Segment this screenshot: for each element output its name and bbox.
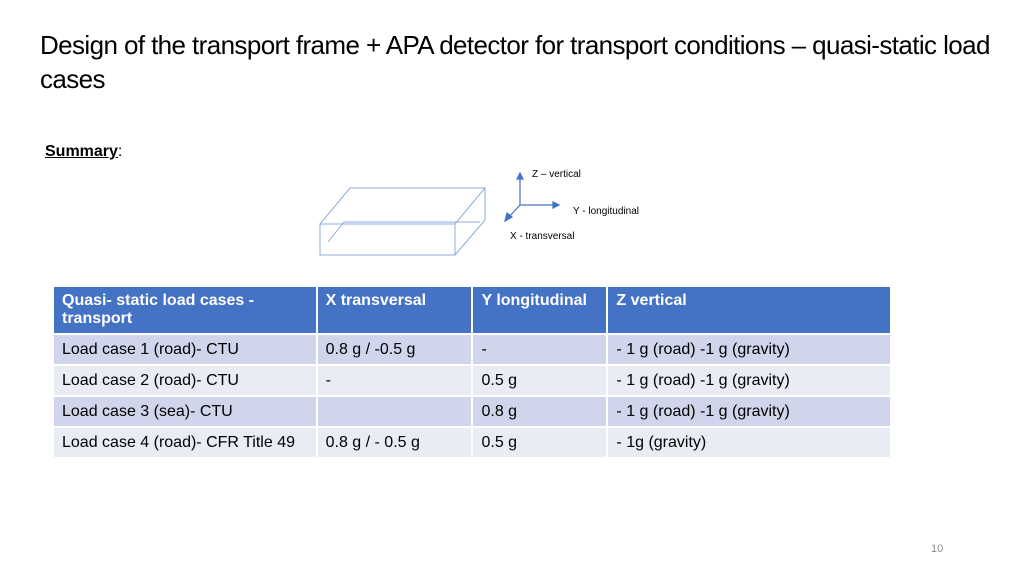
- cell-x: 0.8 g / - 0.5 g: [317, 427, 473, 458]
- cell-y: 0.5 g: [472, 427, 607, 458]
- cell-load-case: Load case 3 (sea)- CTU: [54, 396, 317, 427]
- cell-x: 0.8 g / -0.5 g: [317, 334, 473, 365]
- summary-label: Summary: [45, 143, 118, 160]
- header-y-longitudinal: Y longitudinal: [472, 287, 607, 334]
- cell-y: 0.8 g: [472, 396, 607, 427]
- table-row: [54, 334, 891, 365]
- cell-load-case: Load case 4 (road)- CFR Title 49: [54, 427, 317, 458]
- header-z-vertical: Z vertical: [607, 287, 891, 334]
- axis-triad: [505, 173, 559, 221]
- cell-z: - 1g (gravity): [607, 427, 891, 458]
- table-row: [54, 396, 891, 427]
- header-load-case: Quasi- static load cases - transport: [54, 287, 317, 334]
- x-axis-label: X - transversal: [510, 231, 575, 242]
- cell-x: -: [317, 365, 473, 396]
- cell-z: - 1 g (road) -1 g (gravity): [607, 365, 891, 396]
- cell-load-case: Load case 2 (road)- CTU: [54, 365, 317, 396]
- cell-y: 0.5 g: [472, 365, 607, 396]
- cell-y: -: [472, 334, 607, 365]
- table-row: [54, 365, 891, 396]
- coordinate-diagram: [310, 160, 670, 260]
- cell-x: [317, 396, 473, 427]
- slide-title: Design of the transport frame + APA detector for transport conditions – quasi-static load cases: [40, 30, 990, 94]
- summary-heading: [45, 143, 122, 161]
- summary-colon: :: [117, 143, 123, 160]
- cell-load-case: Load case 1 (road)- CTU: [54, 334, 317, 365]
- cell-z: - 1 g (road) -1 g (gravity): [607, 334, 891, 365]
- header-x-transversal: X transversal: [317, 287, 473, 334]
- cell-z: - 1 g (road) -1 g (gravity): [607, 396, 891, 427]
- load-cases-table: [54, 287, 892, 459]
- table-header-row: [54, 287, 891, 334]
- table-row: [54, 427, 891, 458]
- y-axis-label: Y - longitudinal: [573, 206, 639, 217]
- transport-frame-box: [320, 188, 485, 255]
- z-axis-label: Z – vertical: [532, 169, 581, 180]
- page-number: 10: [931, 543, 944, 555]
